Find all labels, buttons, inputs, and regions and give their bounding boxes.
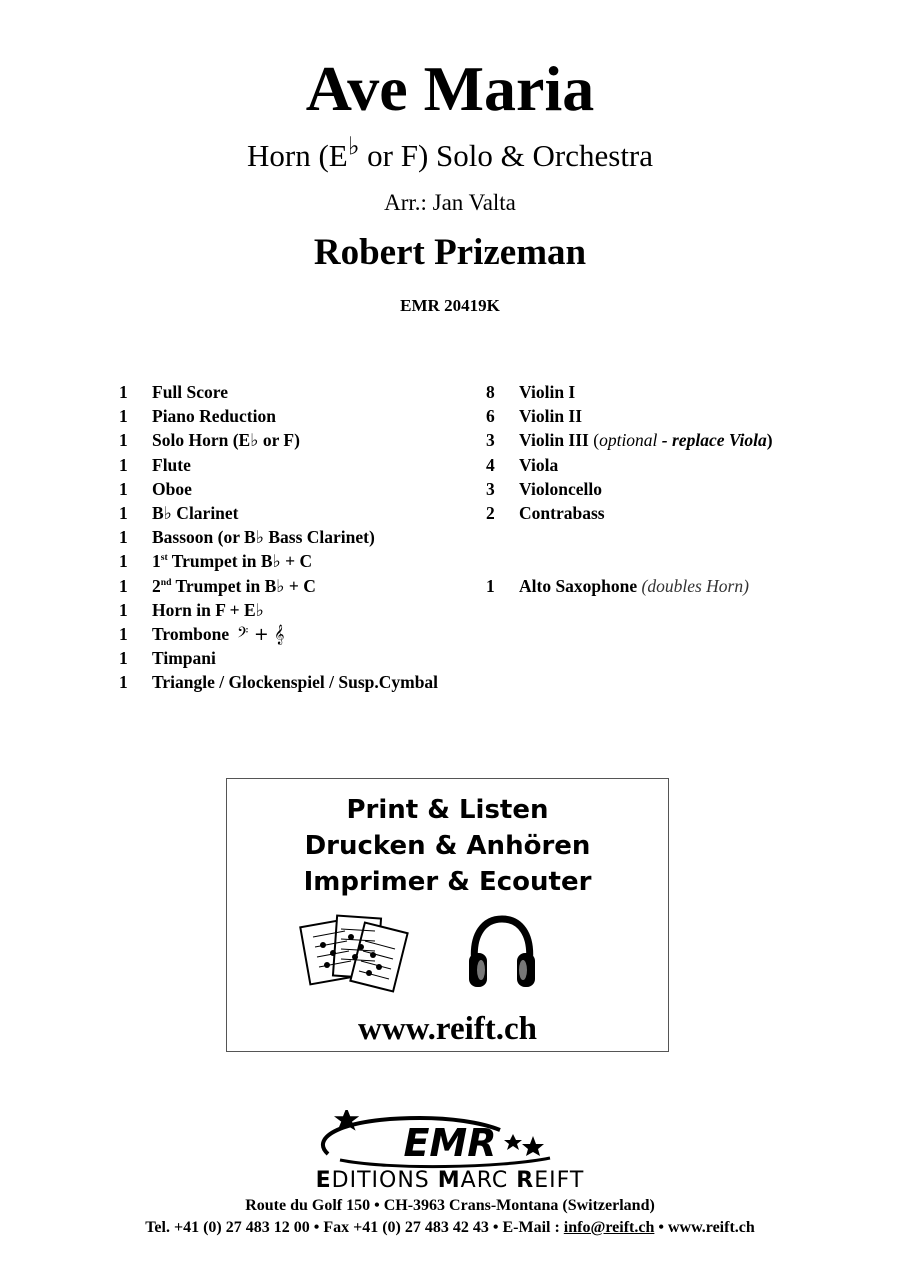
catalog-number: EMR 20419K [400,296,500,315]
instrument-name [519,478,602,500]
promo-line-2: Drucken & Anhören [304,831,591,861]
instrument-text: Viola [519,454,559,475]
emr-logo [300,1110,600,1170]
promo-line-3: Imprimer & Ecouter [303,867,592,897]
instrument-text: Trumpet in B♭ + C [167,551,313,572]
instrument-qty: 3 [486,478,495,499]
instrument-text: Timpani [152,648,216,669]
pub-arc: ARC [460,1168,517,1193]
email-link[interactable]: info@reift.ch [563,1219,655,1236]
ordinal-number: 1 [152,551,161,572]
contact-phone-fax: Tel. +41 (0) 27 483 12 00 • Fax +41 (0) 27 483 42 43 • E-Mail : [145,1219,564,1236]
contact-website: • www.reift.ch [654,1219,755,1236]
promo-box [226,778,669,1052]
subtitle-text: Horn (E [246,138,348,173]
instrument-qty: 1 [119,454,128,475]
arranger: Arr.: Jan Valta [384,190,516,215]
headphones-icon [465,913,539,993]
instrument-qty: 4 [486,454,495,475]
ordinal-number: 2 [152,575,161,596]
sheet-music-icon [299,911,411,995]
instrument-text: Solo Horn (E♭ or F) [152,430,300,451]
instrument-name [152,502,239,524]
pub-r: R [516,1168,535,1193]
instrument-text: Triangle / Glockenspiel / Susp.Cymbal [152,672,439,693]
instrument-qty: 1 [119,382,128,402]
publisher-name [0,1168,900,1193]
instrument-name [152,478,192,500]
note-optional: optional [599,430,658,451]
instrument-name [519,405,582,427]
instrument-qty: 1 [119,575,128,596]
pub-eift: EIFT [534,1168,585,1193]
instrument-name [152,599,264,621]
instrument-name [152,526,375,548]
instrument-name [152,429,300,451]
instrument-qty: 8 [486,382,495,402]
instrument-qty: 1 [119,599,128,620]
extra-note: (doubles Horn) [637,576,749,596]
instrument-text: Trombone [152,624,230,644]
extra-name: Alto Saxophone [519,576,638,596]
instrument-text: Full Score [152,382,228,402]
instrument-text: Violin I [519,382,576,402]
instrument-name [519,454,558,476]
instrument-qty: 6 [486,406,495,427]
instrument-text: Contrabass [519,503,605,523]
instrument-name [152,671,438,693]
clef-icon: 𝄢 + 𝄞 [237,625,285,645]
instrument-name [152,623,285,645]
instrument-qty: 1 [119,648,128,669]
instrument-name [152,550,312,572]
instrument-qty: 1 [119,503,128,523]
instrument-text: Violin II [519,406,583,427]
instrument-qty: 1 [119,551,128,572]
instrument-name [152,647,216,669]
instrument-name [519,429,773,451]
logo-text: EMR [403,1121,497,1165]
note-replace: - replace Viola [657,430,767,451]
instrument-text: Violin III [519,430,589,451]
extra-qty: 1 [486,576,495,596]
instrument-name [152,454,191,476]
instrument-qty: 1 [119,406,128,427]
ordinal-suffix: nd [160,576,172,588]
instrument-text: Oboe [152,478,192,499]
promo-line-1: Print & Listen [346,795,549,825]
pub-e: E [315,1168,332,1193]
pub-ditions: DITIONS [331,1168,438,1193]
instrument-text: B♭ Clarinet [152,503,239,523]
instrument-qty: 1 [119,672,128,693]
publisher-contact [0,1219,900,1237]
ordinal-suffix: st [160,552,168,564]
instrument-qty: 2 [486,503,495,523]
instrument-name [152,575,316,597]
instrument-text: Piano Reduction [152,406,276,427]
instrument-text: Trumpet in B♭ + C [171,575,316,596]
instrument-qty: 1 [119,478,128,499]
extra-instrument [519,575,749,597]
instrument-name [152,405,276,427]
instrument-text: Horn in F + E♭ [152,599,264,620]
instrument-name [152,381,228,403]
piece-subtitle [0,133,900,174]
note-open: ( [588,430,600,451]
note-close: ) [766,430,773,451]
instrument-qty: 1 [119,624,128,644]
piece-title: Ave Maria [305,53,595,124]
instrument-qty: 1 [119,430,128,451]
instrument-qty: 1 [119,527,128,548]
instrument-qty: 3 [486,430,495,451]
subtitle-text-rest: or F) Solo & Orchestra [359,138,654,173]
flat-sign: ♭ [347,133,360,161]
instrument-text: Violoncello [519,478,602,499]
emr-logo-mark [300,1110,600,1170]
pub-m: M [437,1168,461,1193]
instrument-text: Flute [152,454,191,475]
promo-url-link[interactable]: www.reift.ch [357,1011,538,1047]
instrument-text: Bassoon (or B♭ Bass Clarinet) [152,527,375,548]
instrument-name [519,381,575,403]
instrument-name [519,502,605,524]
publisher-address: Route du Golf 150 • CH-3963 Crans-Montana (Switzerland) [245,1197,655,1214]
composer: Robert Prizeman [313,232,587,273]
